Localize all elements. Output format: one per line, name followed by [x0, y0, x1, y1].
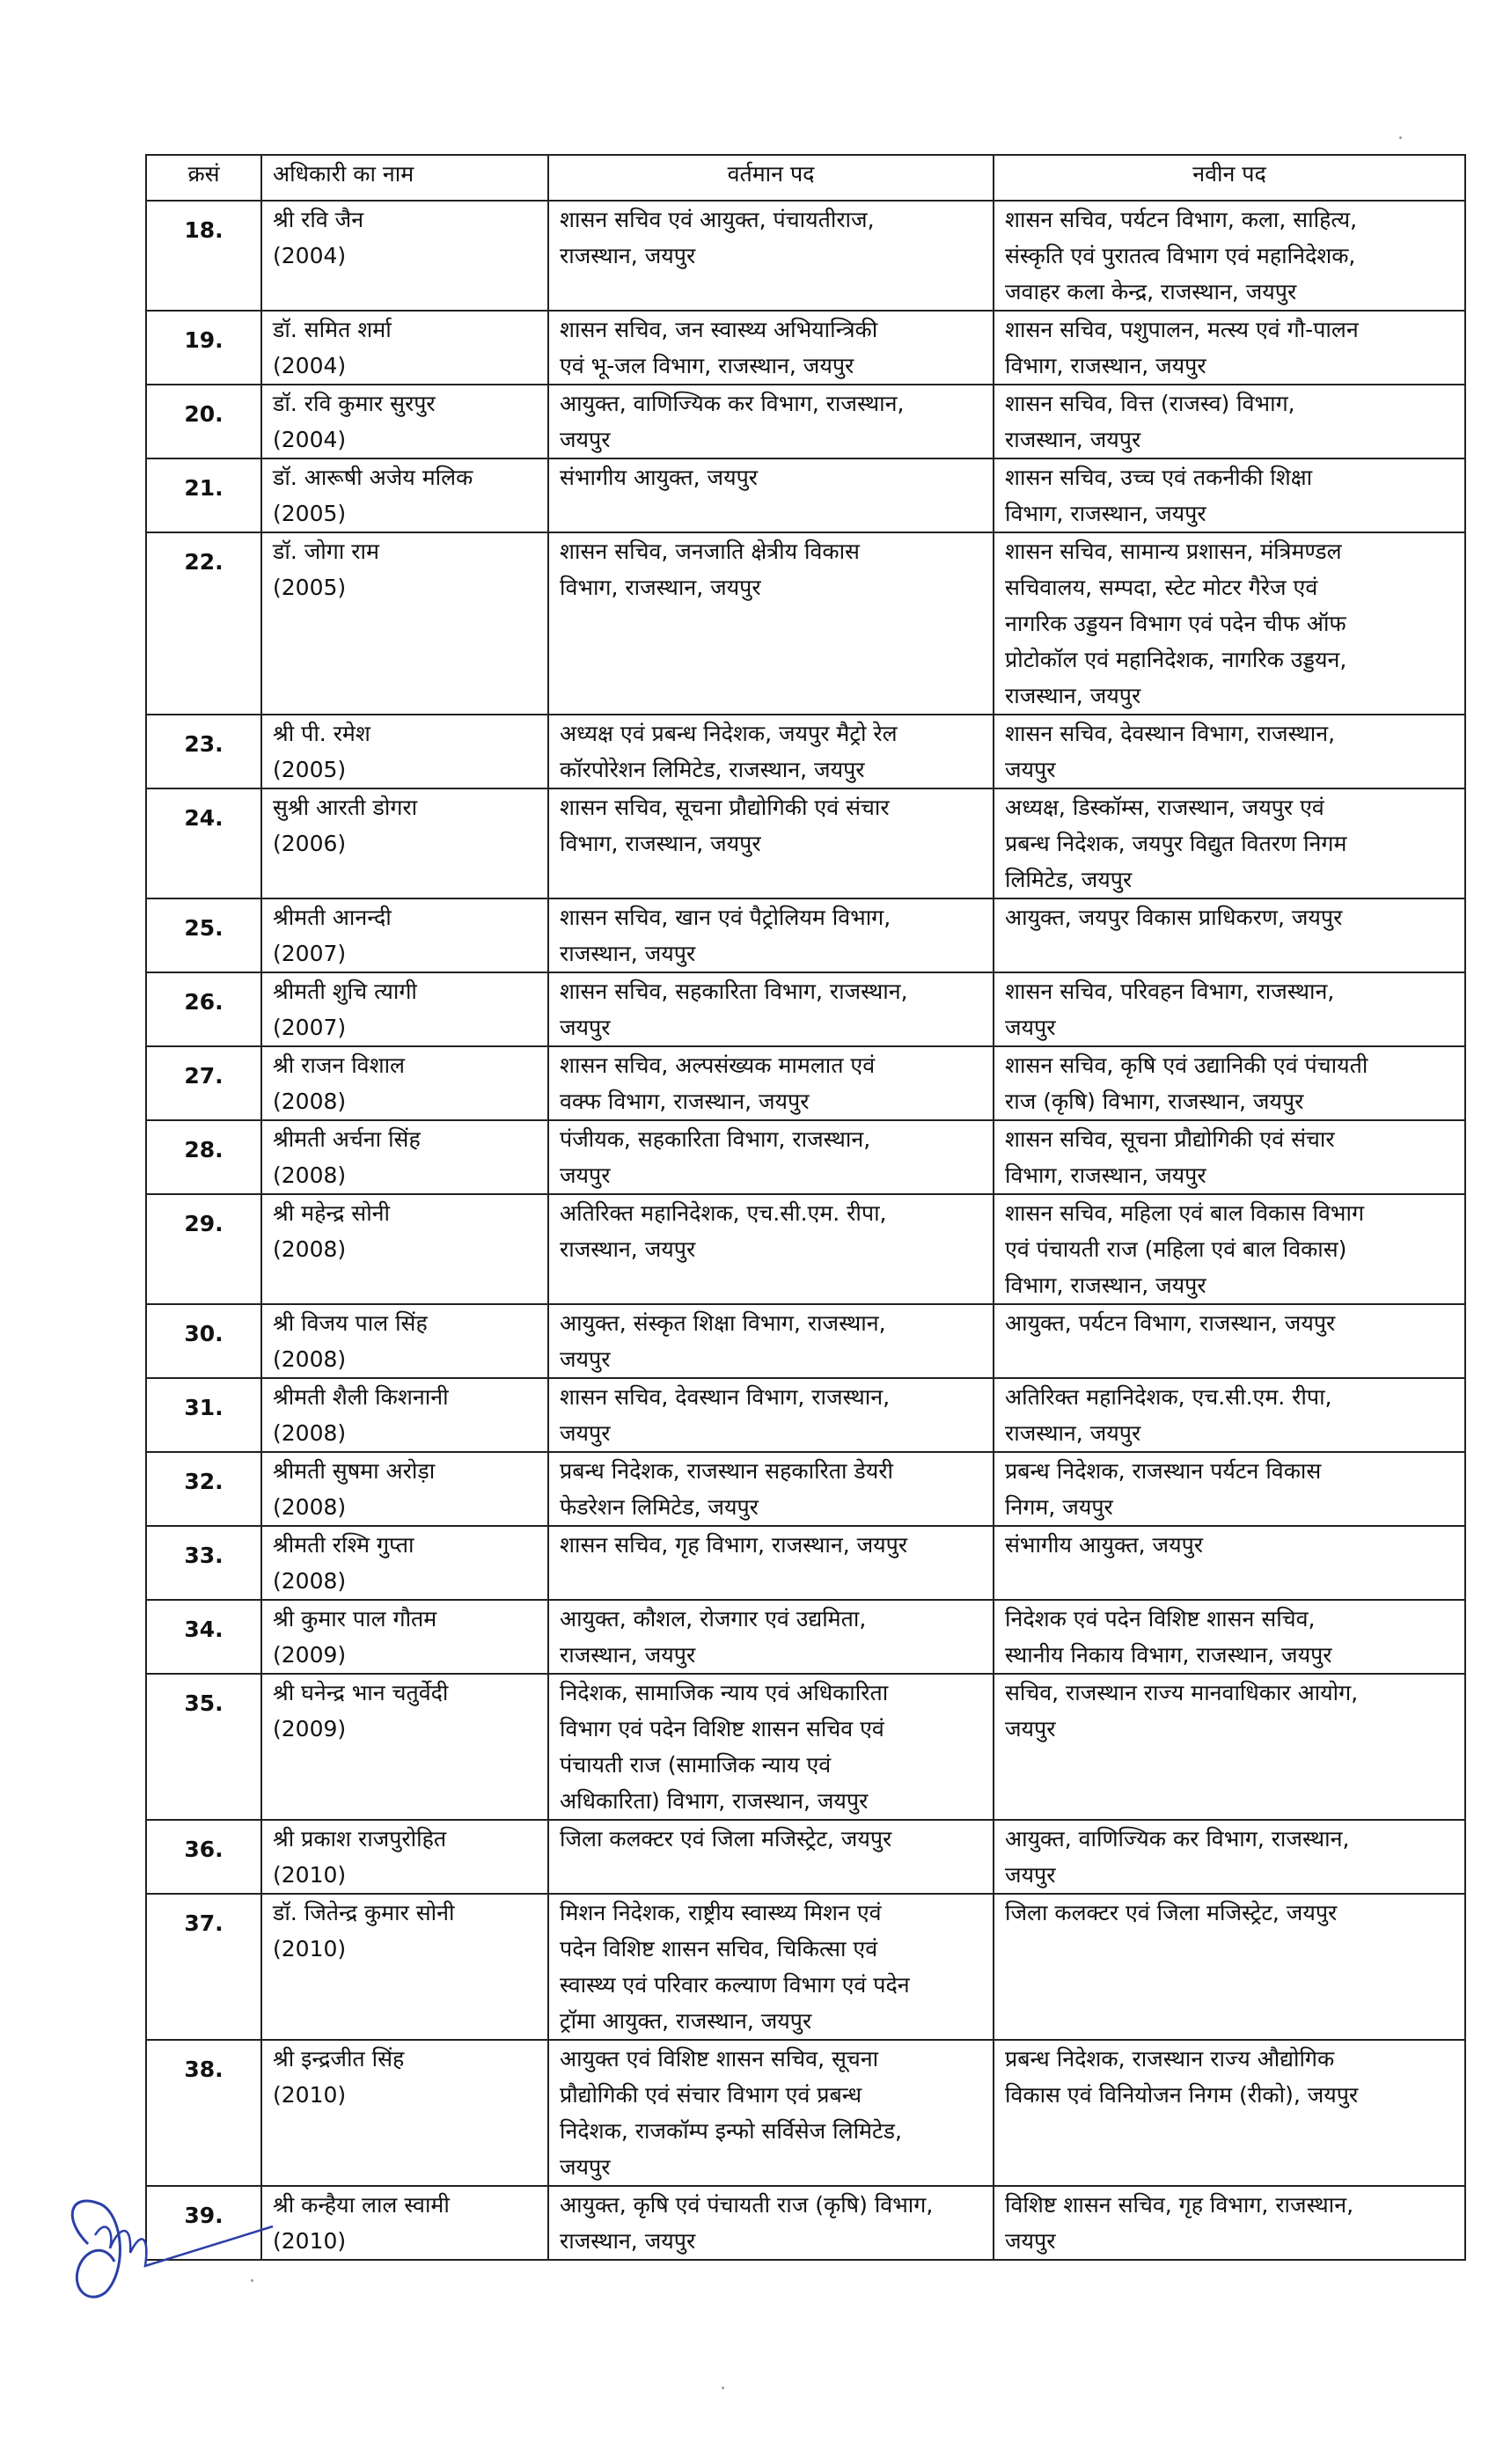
table-row: [146, 2186, 1465, 2260]
new-post-cell: [994, 201, 1465, 311]
officer-name-cell-text: श्री कुमार पाल गौतम (2009): [273, 1606, 437, 1668]
serial-no-cell: [146, 1674, 261, 1820]
table-row: [146, 385, 1465, 458]
serial-no-cell: [146, 1304, 261, 1378]
new-post-cell: [994, 2186, 1465, 2260]
serial-no-cell-text: 33.: [184, 1543, 224, 1568]
current-post-cell: [548, 1674, 994, 1820]
serial-no-cell: [146, 1894, 261, 2040]
serial-no-cell-text: 25.: [184, 915, 224, 941]
serial-no-cell: [146, 1600, 261, 1674]
new-post-cell: [994, 1674, 1465, 1820]
new-post-cell-text: जिला कलक्टर एवं जिला मजिस्ट्रेट, जयपुर: [1005, 1900, 1338, 1925]
table-row: [146, 1304, 1465, 1378]
officer-name-cell-text: डॉ. आरूषी अजेय मलिक (2005): [273, 465, 473, 526]
current-post-cell: [548, 1120, 994, 1194]
officer-name-cell: [261, 458, 548, 532]
header-current-post: वर्तमान पद: [548, 155, 994, 201]
new-post-cell: [994, 898, 1465, 972]
new-post-cell: [994, 715, 1465, 788]
new-post-cell-text: शासन सचिव, सूचना प्रौद्योगिकी एवं संचार विभाग, राजस्थान, जयपुर: [1005, 1126, 1335, 1188]
new-post-cell-text: शासन सचिव, देवस्थान विभाग, राजस्थान, जयपुर: [1005, 721, 1336, 782]
serial-no-cell-text: 22.: [184, 549, 224, 575]
new-post-cell-text: शासन सचिव, सामान्य प्रशासन, मंत्रिमण्डल सचिवालय, सम्पदा, स्टेट मोटर गैरेज एवं नागरिक उड्डयन विभाग एवं पदेन चीफ ऑफ प्रोटोकॉल एवं महानिदेशक, नागरिक उड्डयन, राजस्थान, जयपुर: [1005, 539, 1347, 708]
officer-name-cell: [261, 1194, 548, 1304]
table-row: [146, 311, 1465, 385]
table-body: [146, 201, 1465, 2260]
table-row: [146, 715, 1465, 788]
signature-stroke: [95, 2226, 273, 2266]
current-post-cell: [548, 2040, 994, 2186]
header-serial-no: क्रसं: [146, 155, 261, 201]
serial-no-cell: [146, 2040, 261, 2186]
officer-name-cell-text: श्री राजन विशाल (2008): [273, 1052, 405, 1114]
officer-name-cell: [261, 1304, 548, 1378]
signature-mark: [53, 2182, 282, 2306]
table-row: [146, 1378, 1465, 1452]
officer-name-cell: [261, 1600, 548, 1674]
serial-no-cell-text: 38.: [184, 2057, 224, 2082]
serial-no-cell: [146, 1378, 261, 1452]
serial-no-cell: [146, 972, 261, 1046]
officer-name-cell-text: श्री महेन्द्र सोनी (2008): [273, 1200, 391, 1262]
current-post-cell: [548, 972, 994, 1046]
serial-no-cell: [146, 1046, 261, 1120]
table-row: [146, 1820, 1465, 1894]
new-post-cell-text: प्रबन्ध निदेशक, राजस्थान पर्यटन विकास निगम, जयपुर: [1005, 1458, 1322, 1520]
officer-name-cell-text: डॉ. जोगा राम (2005): [273, 539, 379, 600]
new-post-cell: [994, 1894, 1465, 2040]
officer-name-cell: [261, 201, 548, 311]
current-post-cell-text: शासन सचिव, देवस्थान विभाग, राजस्थान, जयपुर: [560, 1384, 891, 1446]
new-post-cell-text: शासन सचिव, परिवहन विभाग, राजस्थान, जयपुर: [1005, 979, 1335, 1040]
table-header-row: [146, 155, 1465, 201]
serial-no-cell: [146, 898, 261, 972]
current-post-cell: [548, 1894, 994, 2040]
serial-no-cell: [146, 1526, 261, 1600]
new-post-cell-text: शासन सचिव, वित्त (राजस्व) विभाग, राजस्थान, जयपुर: [1005, 391, 1295, 452]
table-row: [146, 1674, 1465, 1820]
serial-no-cell-text: 18.: [184, 217, 224, 243]
serial-no-cell-text: 36.: [184, 1837, 224, 1862]
officer-name-cell: [261, 385, 548, 458]
officer-name-cell: [261, 972, 548, 1046]
new-post-cell-text: विशिष्ट शासन सचिव, गृह विभाग, राजस्थान, जयपुर: [1005, 2192, 1354, 2254]
current-post-cell: [548, 458, 994, 532]
current-post-cell: [548, 1820, 994, 1894]
serial-no-cell: [146, 1452, 261, 1526]
officer-name-cell-text: डॉ. जितेन्द्र कुमार सोनी (2010): [273, 1900, 455, 1962]
new-post-cell: [994, 1304, 1465, 1378]
current-post-cell: [548, 2186, 994, 2260]
new-post-cell-text: शासन सचिव, कृषि एवं उद्यानिकी एवं पंचायती राज (कृषि) विभाग, राजस्थान, जयपुर: [1005, 1052, 1368, 1114]
current-post-cell: [548, 788, 994, 898]
current-post-cell: [548, 385, 994, 458]
serial-no-cell-text: 35.: [184, 1690, 224, 1716]
current-post-cell-text: आयुक्त, कौशल, रोजगार एवं उद्यमिता, राजस्थान, जयपुर: [560, 1606, 867, 1668]
current-post-cell: [548, 1452, 994, 1526]
current-post-cell-text: शासन सचिव, जनजाति क्षेत्रीय विकास विभाग, राजस्थान, जयपुर: [560, 539, 860, 600]
officer-name-cell: [261, 788, 548, 898]
officer-name-cell: [261, 1526, 548, 1600]
current-post-cell: [548, 311, 994, 385]
officer-name-cell: [261, 1452, 548, 1526]
officer-name-cell-text: श्री कन्हैया लाल स्वामी (2010): [273, 2192, 450, 2254]
current-post-cell-text: प्रबन्ध निदेशक, राजस्थान सहकारिता डेयरी फेडरेशन लिमिटेड, जयपुर: [560, 1458, 894, 1520]
new-post-cell-text: सचिव, राजस्थान राज्य मानवाधिकार आयोग, जयपुर: [1005, 1680, 1359, 1742]
officer-name-cell: [261, 715, 548, 788]
new-post-cell: [994, 1378, 1465, 1452]
new-post-cell-text: शासन सचिव, पर्यटन विभाग, कला, साहित्य, संस्कृति एवं पुरातत्व विभाग एवं महानिदेशक, जवाहर कला केन्द्र, राजस्थान, जयपुर: [1005, 207, 1358, 304]
serial-no-cell-text: 37.: [184, 1910, 224, 1936]
table-row: [146, 201, 1465, 311]
table-row: [146, 1452, 1465, 1526]
new-post-cell: [994, 1046, 1465, 1120]
new-post-cell: [994, 1194, 1465, 1304]
new-post-cell-text: शासन सचिव, पशुपालन, मत्स्य एवं गौ-पालन विभाग, राजस्थान, जयपुर: [1005, 317, 1359, 378]
officer-name-cell-text: सुश्री आरती डोगरा (2006): [273, 795, 418, 856]
scan-speck: [251, 2279, 253, 2282]
current-post-cell-text: आयुक्त, संस्कृत शिक्षा विभाग, राजस्थान, जयपुर: [560, 1310, 886, 1372]
current-post-cell-text: शासन सचिव, खान एवं पैट्रोलियम विभाग, राजस्थान, जयपुर: [560, 905, 891, 966]
table-row: [146, 1120, 1465, 1194]
new-post-cell-text: निदेशक एवं पदेन विशिष्ट शासन सचिव, स्थानीय निकाय विभाग, राजस्थान, जयपुर: [1005, 1606, 1332, 1668]
serial-no-cell-text: 29.: [184, 1211, 224, 1236]
current-post-cell: [548, 715, 994, 788]
serial-no-cell: [146, 458, 261, 532]
serial-no-cell-text: 23.: [184, 731, 224, 757]
table-row: [146, 1894, 1465, 2040]
new-post-cell-text: आयुक्त, जयपुर विकास प्राधिकरण, जयपुर: [1005, 905, 1343, 930]
officer-name-cell-text: श्री विजय पाल सिंह (2008): [273, 1310, 428, 1372]
new-post-cell-text: प्रबन्ध निदेशक, राजस्थान राज्य औद्योगिक विकास एवं विनियोजन निगम (रीको), जयपुर: [1005, 2046, 1359, 2108]
serial-no-cell-text: 30.: [184, 1321, 224, 1346]
officer-name-cell: [261, 1894, 548, 2040]
table-row: [146, 1046, 1465, 1120]
current-post-cell-text: शासन सचिव एवं आयुक्त, पंचायतीराज, राजस्थान, जयपुर: [560, 207, 875, 268]
current-post-cell-text: शासन सचिव, जन स्वास्थ्य अभियान्त्रिकी एवं भू-जल विभाग, राजस्थान, जयपुर: [560, 317, 878, 378]
new-post-cell: [994, 1120, 1465, 1194]
serial-no-cell-text: 27.: [184, 1063, 224, 1089]
current-post-cell-text: अध्यक्ष एवं प्रबन्ध निदेशक, जयपुर मैट्रो रेल कॉरपोरेशन लिमिटेड, राजस्थान, जयपुर: [560, 721, 898, 782]
current-post-cell-text: पंजीयक, सहकारिता विभाग, राजस्थान, जयपुर: [560, 1126, 871, 1188]
serial-no-cell: [146, 385, 261, 458]
serial-no-cell: [146, 201, 261, 311]
serial-no-cell-text: 19.: [184, 327, 224, 353]
officer-name-cell: [261, 1120, 548, 1194]
new-post-cell-text: शासन सचिव, महिला एवं बाल विकास विभाग एवं पंचायती राज (महिला एवं बाल विकास) विभाग, राजस्थान, जयपुर: [1005, 1200, 1365, 1298]
officer-name-cell-text: श्रीमती शैली किशनानी (2008): [273, 1384, 449, 1446]
scan-speck: [722, 2387, 724, 2389]
current-post-cell: [548, 1378, 994, 1452]
new-post-cell: [994, 458, 1465, 532]
officer-name-cell-text: श्रीमती शुचि त्यागी (2007): [273, 979, 417, 1040]
table-row: [146, 458, 1465, 532]
current-post-cell-text: आयुक्त, वाणिज्यिक कर विभाग, राजस्थान, जयपुर: [560, 391, 905, 452]
current-post-cell-text: शासन सचिव, सूचना प्रौद्योगिकी एवं संचार विभाग, राजस्थान, जयपुर: [560, 795, 890, 856]
officer-name-cell-text: श्री रवि जैन (2004): [273, 207, 364, 268]
serial-no-cell: [146, 1820, 261, 1894]
officer-name-cell-text: श्रीमती अर्चना सिंह (2008): [273, 1126, 421, 1188]
header-new-post: नवीन पद: [994, 155, 1465, 201]
serial-no-cell: [146, 311, 261, 385]
serial-no-cell: [146, 532, 261, 715]
current-post-cell: [548, 1600, 994, 1674]
officer-name-cell: [261, 2186, 548, 2260]
new-post-cell-text: आयुक्त, वाणिज्यिक कर विभाग, राजस्थान, जयपुर: [1005, 1826, 1350, 1888]
current-post-cell-text: निदेशक, सामाजिक न्याय एवं अधिकारिता विभाग एवं पदेन विशिष्ट शासन सचिव एवं पंचायती राज (सामाजिक न्याय एवं अधिकारिता) विभाग, राजस्थान, जयपुर: [560, 1680, 889, 1814]
new-post-cell: [994, 385, 1465, 458]
current-post-cell-text: शासन सचिव, सहकारिता विभाग, राजस्थान, जयपुर: [560, 979, 908, 1040]
officer-name-cell-text: डॉ. रवि कुमार सुरपुर (2004): [273, 391, 436, 452]
table-row: [146, 1526, 1465, 1600]
officer-name-cell: [261, 1820, 548, 1894]
officer-name-cell-text: श्री इन्द्रजीत सिंह (2010): [273, 2046, 405, 2108]
officer-name-cell: [261, 311, 548, 385]
serial-no-cell-text: 31.: [184, 1395, 224, 1420]
current-post-cell: [548, 1526, 994, 1600]
table-row: [146, 972, 1465, 1046]
officer-name-cell-text: श्रीमती रश्मि गुप्ता (2008): [273, 1532, 414, 1594]
new-post-cell-text: अतिरिक्त महानिदेशक, एच.सी.एम. रीपा, राजस्थान, जयपुर: [1005, 1384, 1332, 1446]
new-post-cell: [994, 1452, 1465, 1526]
current-post-cell-text: आयुक्त, कृषि एवं पंचायती राज (कृषि) विभाग, राजस्थान, जयपुर: [560, 2192, 934, 2254]
table-row: [146, 898, 1465, 972]
serial-no-cell-text: 28.: [184, 1137, 224, 1162]
new-post-cell: [994, 532, 1465, 715]
serial-no-cell-text: 24.: [184, 805, 224, 831]
officer-name-cell-text: श्रीमती सुषमा अरोड़ा (2008): [273, 1458, 436, 1520]
current-post-cell: [548, 201, 994, 311]
officer-name-cell-text: श्री पी. रमेश (2005): [273, 721, 370, 782]
new-post-cell: [994, 1526, 1465, 1600]
serial-no-cell: [146, 1120, 261, 1194]
officer-name-cell: [261, 1674, 548, 1820]
new-post-cell: [994, 788, 1465, 898]
current-post-cell-text: आयुक्त एवं विशिष्ट शासन सचिव, सूचना प्रौद्योगिकी एवं संचार विभाग एवं प्रबन्ध निदेशक, राजकॉम्प इन्फो सर्विसेज लिमिटेड, जयपुर: [560, 2046, 902, 2180]
serial-no-cell: [146, 715, 261, 788]
scan-speck: [1399, 136, 1402, 139]
serial-no-cell-text: 21.: [184, 475, 224, 501]
serial-no-cell-text: 32.: [184, 1469, 224, 1494]
new-post-cell: [994, 311, 1465, 385]
officer-name-cell-text: डॉ. समित शर्मा (2004): [273, 317, 392, 378]
officer-name-cell-text: श्रीमती आनन्दी (2007): [273, 905, 392, 966]
table-row: [146, 2040, 1465, 2186]
new-post-cell: [994, 1600, 1465, 1674]
new-post-cell: [994, 972, 1465, 1046]
officer-name-cell: [261, 2040, 548, 2186]
officer-name-cell: [261, 898, 548, 972]
serial-no-cell-text: 34.: [184, 1617, 224, 1642]
officer-name-cell-text: श्री घनेन्द्र भान चतुर्वेदी (2009): [273, 1680, 449, 1742]
table-row: [146, 788, 1465, 898]
current-post-cell: [548, 898, 994, 972]
current-post-cell: [548, 1046, 994, 1120]
serial-no-cell-text: 20.: [184, 401, 224, 427]
table-row: [146, 532, 1465, 715]
current-post-cell-text: जिला कलक्टर एवं जिला मजिस्ट्रेट, जयपुर: [560, 1826, 892, 1852]
officer-name-cell: [261, 532, 548, 715]
serial-no-cell-text: 39.: [184, 2203, 224, 2228]
signature-loop: [72, 2201, 120, 2297]
current-post-cell-text: मिशन निदेशक, राष्ट्रीय स्वास्थ्य मिशन एवं पदेन विशिष्ट शासन सचिव, चिकित्सा एवं स्वास्थ्य एवं परिवार कल्याण विभाग एवं पदेन ट्रॉमा आयुक्त, राजस्थान, जयपुर: [560, 1900, 910, 2034]
officer-name-cell-text: श्री प्रकाश राजपुरोहित (2010): [273, 1826, 447, 1888]
current-post-cell-text: अतिरिक्त महानिदेशक, एच.सी.एम. रीपा, राजस्थान, जयपुर: [560, 1200, 887, 1262]
new-post-cell: [994, 1820, 1465, 1894]
serial-no-cell: [146, 1194, 261, 1304]
new-post-cell-text: आयुक्त, पर्यटन विभाग, राजस्थान, जयपुर: [1005, 1310, 1336, 1336]
serial-no-cell: [146, 788, 261, 898]
serial-no-cell-text: 26.: [184, 989, 224, 1015]
current-post-cell: [548, 532, 994, 715]
header-officer-name: अधिकारी का नाम: [261, 155, 548, 201]
current-post-cell: [548, 1304, 994, 1378]
current-post-cell-text: शासन सचिव, गृह विभाग, राजस्थान, जयपुर: [560, 1532, 908, 1558]
table-row: [146, 1194, 1465, 1304]
new-post-cell-text: अध्यक्ष, डिस्कॉम्स, राजस्थान, जयपुर एवं प्रबन्ध निदेशक, जयपुर विद्युत वितरण निगम लिमिटेड, जयपुर: [1005, 795, 1347, 892]
table-row: [146, 1600, 1465, 1674]
officer-name-cell: [261, 1378, 548, 1452]
officer-transfer-table: [145, 154, 1466, 2261]
current-post-cell-text: शासन सचिव, अल्पसंख्यक मामलात एवं वक्फ विभाग, राजस्थान, जयपुर: [560, 1052, 876, 1114]
current-post-cell-text: संभागीय आयुक्त, जयपुर: [560, 465, 759, 490]
new-post-cell-text: संभागीय आयुक्त, जयपुर: [1005, 1532, 1204, 1558]
new-post-cell-text: शासन सचिव, उच्च एवं तकनीकी शिक्षा विभाग, राजस्थान, जयपुर: [1005, 465, 1313, 526]
new-post-cell: [994, 2040, 1465, 2186]
officer-name-cell: [261, 1046, 548, 1120]
current-post-cell: [548, 1194, 994, 1304]
